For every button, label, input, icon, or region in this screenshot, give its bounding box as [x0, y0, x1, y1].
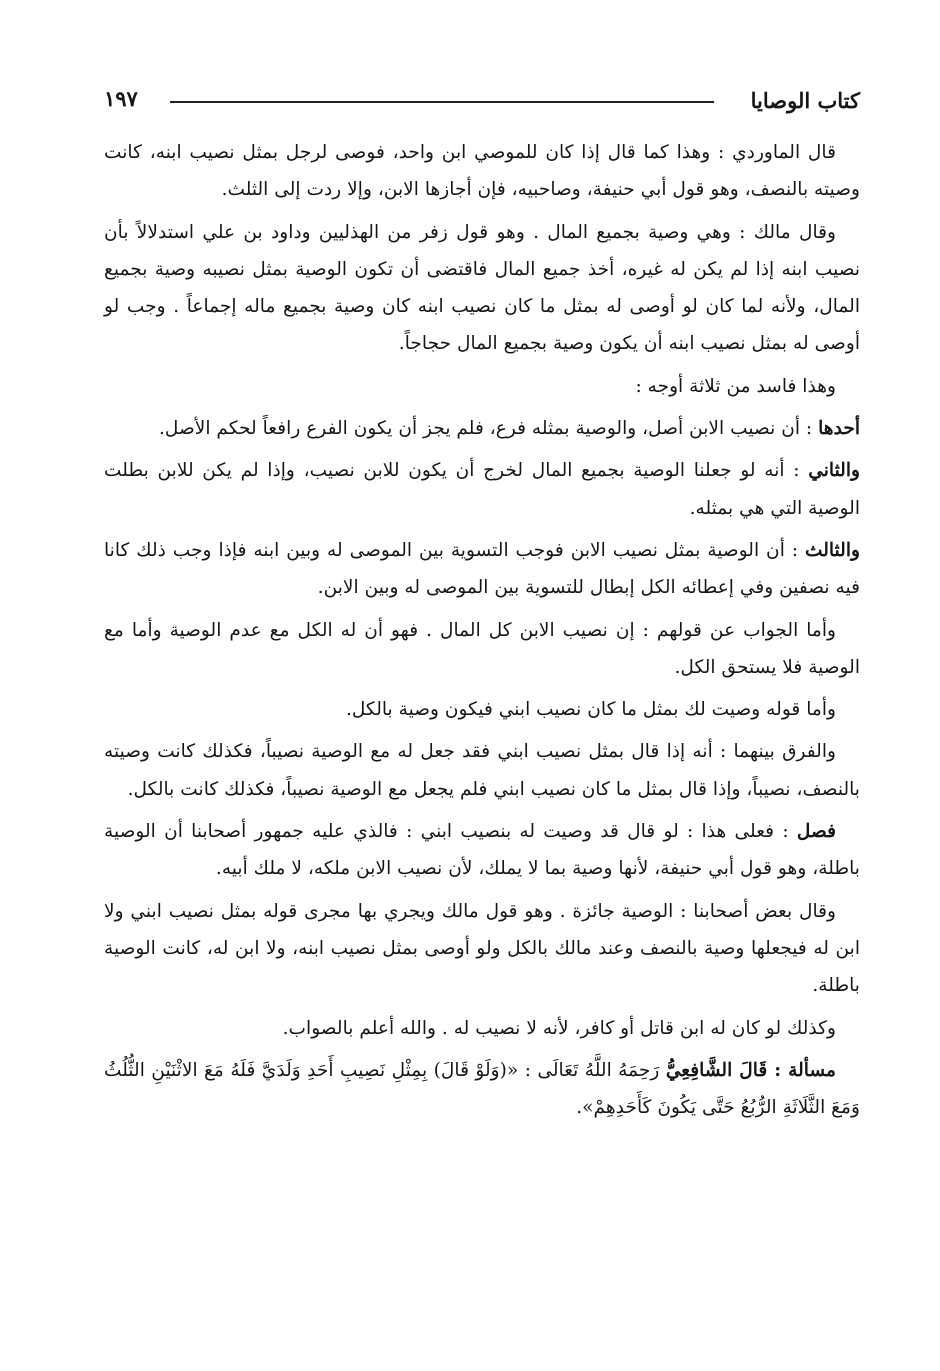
paragraph-9: والفرق بينهما : أنه إذا قال بمثل نصيب ابني فقد جعل له مع الوصية نصيباً، فكذلك كانت وصيته بالنصف، نصيباً، وإذا قال بمثل ما كان نصيب ابني فلم يجعل مع الوصية نصيباً، فكذلك كانت بالكل. — [104, 741, 860, 800]
paragraph-5: والثاني : أنه لو جعلنا الوصية بجميع المال لخرج أن يكون للابن نصيب، وإذا لم يكن للابن بطلت الوصية التي هي بمثله. — [104, 460, 860, 519]
paragraph-4: أحدها : أن نصيب الابن أصل، والوصية بمثله فرع، فلم يجز أن يكون الفرع رافعاً لحكم الأصل. — [158, 418, 860, 440]
lead-word: والثالث — [804, 539, 860, 561]
page-header — [104, 84, 860, 124]
page-number: ١٩٧ — [104, 86, 138, 111]
page-body — [104, 134, 860, 1131]
paragraph-7: وأما الجواب عن قولهم : إن نصيب الابن كل المال . فهو أن له الكل مع عدم الوصية وأما مع الوصية فلا يستحق الكل. — [104, 619, 860, 678]
paragraph-3: وهذا فاسد من ثلاثة أوجه : — [635, 375, 836, 397]
paragraph-13: مسألة : قَالَ الشَّافِعِيُّ رَحِمَهُ اللَّهُ تَعَالَى : «(وَلَوْ قَالَ) بِمِثْلِ نَصِيبِ أَحَدِ وَلَدَيَّ فَلَهُ مَعَ الاثْنَيْنِ الثُّلُثُ وَمَعَ الثَّلَاثَةِ الرُّبُعُ حَتَّى يَكُونَ كَأَحَدِهِمْ». — [104, 1059, 860, 1119]
lead-word: أحدها — [818, 418, 860, 440]
paragraph-12: وكذلك لو كان له ابن قاتل أو كافر، لأنه لا نصيب له . والله أعلم بالصواب. — [282, 1017, 836, 1039]
paragraph-1: قال الماوردي : وهذا كما قال إذا كان للموصي ابن واحد، فوصى لرجل بمثل نصيب ابنه، كانت وصيته بالنصف، وهو قول أبي حنيفة، وصاحبيه، فإن أجازها الابن، وإلا ردت إلى الثلث. — [104, 142, 860, 201]
paragraph-11: وقال بعض أصحابنا : الوصية جائزة . وهو قول مالك ويجري بها مجرى قوله بمثل نصيب ابني ولا ابن له فيجعلها وصية بالنصف وعند مالك بالكل ولو أوصى بمثل نصيب ابنه، ولا ابن له، كانت الوصية باطلة. — [104, 900, 860, 997]
lead-word: مسألة : قَالَ الشَّافِعِيُّ — [665, 1059, 837, 1081]
lead-word: والثاني — [808, 460, 860, 482]
paragraph-8: وأما قوله وصيت لك بمثل ما كان نصيب ابني فيكون وصية بالكل. — [345, 699, 836, 721]
paragraph-6: والثالث : أن الوصية بمثل نصيب الابن فوجب التسوية بين الموصى له وبين ابنه فإذا وجب ذلك كانا فيه نصفين وفي إعطائه الكل إبطال للتسوية بين الموصى له وبين الابن. — [104, 539, 860, 599]
paragraph-10: فصل : فعلى هذا : لو قال قد وصيت له بنصيب ابني : فالذي عليه جمهور أصحابنا أن الوصية باطلة، وهو قول أبي حنيفة، لأنها وصية بما لا يملك، لأن نصيب الابن ملكه، لا ملك أبيه. — [104, 821, 860, 880]
lead-word: فصل — [796, 821, 836, 843]
running-title: كتاب الوصايا — [750, 88, 860, 113]
header-rule — [170, 101, 714, 103]
paragraph-2: وقال مالك : وهي وصية بجميع المال . وهو قول زفر من الهذليين وداود بن علي استدلالاً بأن نصيب ابنه إذا لم يكن له غيره، أخذ جميع المال فاقتضى أن تكون الوصية بمثل نصيبه وصية بجميع المال، ولأنه لما كان لو أوصى له بمثل ما كان نصيب ابنه كان وصية بجميع ماله إجماعاً . وجب لو أوصى له بمثل نصيب ابنه أن يكون وصية بجميع المال حجاجاً. — [104, 221, 860, 355]
